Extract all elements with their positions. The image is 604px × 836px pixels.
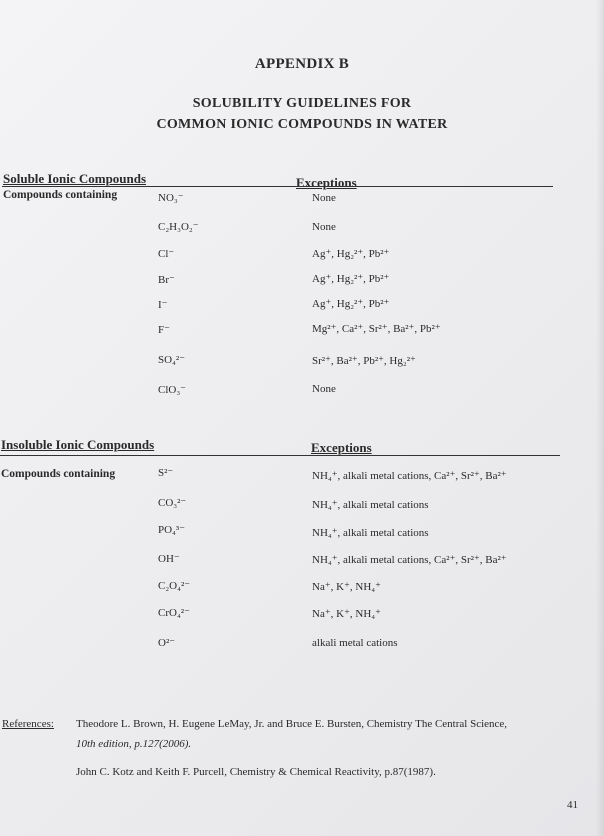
- soluble-ion: C₂H₃O₂⁻: [158, 221, 199, 233]
- subtitle-line-1: SOLUBILITY GUIDELINES FOR: [192, 96, 412, 111]
- reference-line-1: Theodore L. Brown, H. Eugene LeMay, Jr. and Bruce E. Bursten, Chemistry The Central Science,: [76, 718, 508, 730]
- soluble-exception: Sr²⁺, Ba²⁺, Pb²⁺, Hg₂²⁺: [312, 355, 416, 367]
- insoluble-exception: NH₄⁺, alkali metal cations, Ca²⁺, Sr²⁺, Ba²⁺: [312, 470, 507, 482]
- soluble-heading: Soluble Ionic Compounds: [3, 171, 147, 186]
- insoluble-exception: NH₄⁺, alkali metal cations: [312, 499, 429, 511]
- soluble-exceptions-heading: Exceptions: [296, 175, 357, 190]
- soluble-exception: None: [312, 383, 336, 395]
- references-label: References:: [2, 718, 54, 730]
- insoluble-heading: Insoluble Ionic Compounds: [1, 437, 155, 452]
- soluble-rule: [2, 186, 553, 187]
- soluble-exception: Ag⁺, Hg₂²⁺, Pb²⁺: [312, 273, 390, 285]
- insoluble-ion: CO₃²⁻: [158, 497, 187, 509]
- insoluble-exception: NH₄⁺, alkali metal cations: [312, 527, 429, 539]
- soluble-exception: Ag⁺, Hg₂²⁺, Pb²⁺: [312, 298, 390, 310]
- page-number: 41: [567, 799, 578, 811]
- soluble-ion: Br⁻: [158, 274, 175, 286]
- soluble-exception: None: [312, 192, 336, 204]
- reference-line-2: 10th edition, p.127(2006).: [76, 738, 192, 750]
- soluble-ion: ClO₃⁻: [158, 384, 186, 396]
- soluble-row-label: Compounds containing: [3, 189, 118, 201]
- soluble-ion: I⁻: [158, 299, 168, 311]
- soluble-exception: None: [312, 221, 336, 233]
- insoluble-row-label: Compounds containing: [1, 468, 116, 480]
- reference-line-3: John C. Kotz and Keith F. Purcell, Chemistry & Chemical Reactivity, p.87(1987).: [76, 766, 436, 778]
- subtitle-line-2: COMMON IONIC COMPOUNDS IN WATER: [156, 117, 448, 132]
- insoluble-exceptions-heading: Exceptions: [311, 440, 372, 455]
- insoluble-exception: alkali metal cations: [312, 637, 398, 649]
- insoluble-exception: NH₄⁺, alkali metal cations, Ca²⁺, Sr²⁺, Ba²⁺: [312, 554, 507, 566]
- insoluble-rule: [0, 455, 560, 456]
- insoluble-ion: PO₄³⁻: [158, 524, 186, 536]
- soluble-ion: SO₄²⁻: [158, 354, 186, 366]
- insoluble-exception: Na⁺, K⁺, NH₄⁺: [312, 608, 381, 620]
- soluble-ion: NO₃⁻: [158, 192, 184, 204]
- insoluble-ion: C₂O₄²⁻: [158, 580, 191, 592]
- insoluble-exception: Na⁺, K⁺, NH₄⁺: [312, 581, 381, 593]
- insoluble-ion: CrO₄²⁻: [158, 607, 190, 619]
- appendix-title: APPENDIX B: [254, 56, 350, 72]
- soluble-ion: F⁻: [158, 324, 170, 336]
- soluble-exception: Ag⁺, Hg₂²⁺, Pb²⁺: [312, 248, 390, 260]
- soluble-ion: Cl⁻: [158, 248, 175, 260]
- insoluble-ion: S²⁻: [158, 467, 174, 479]
- soluble-exception: Mg²⁺, Ca²⁺, Sr²⁺, Ba²⁺, Pb²⁺: [312, 323, 441, 335]
- insoluble-ion: O²⁻: [158, 637, 176, 649]
- insoluble-ion: OH⁻: [158, 553, 180, 565]
